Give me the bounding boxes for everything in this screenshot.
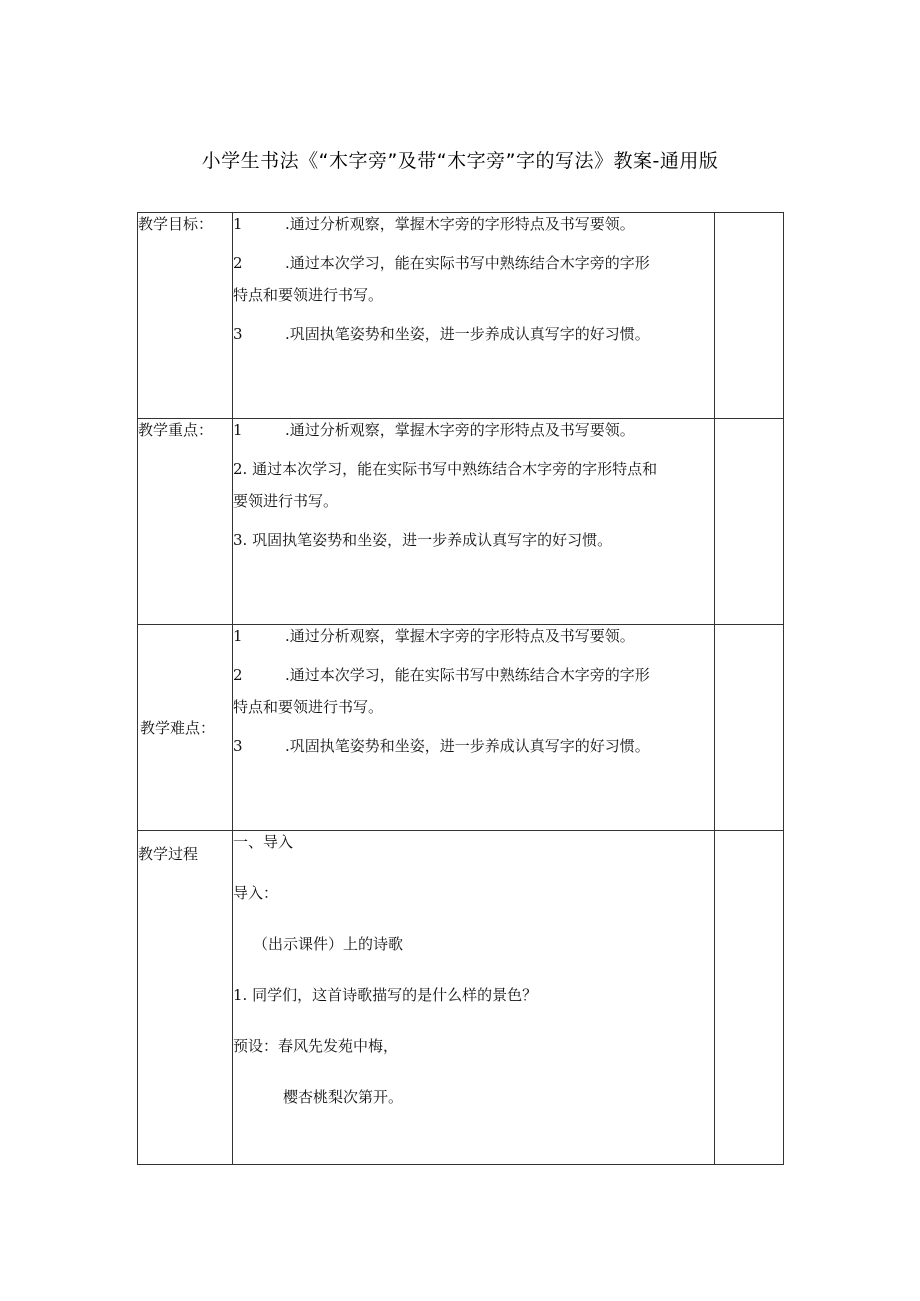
key-item-2-continued: 要领进行书写。	[233, 492, 339, 510]
process-line-section-heading: 一、导入	[233, 833, 294, 851]
process-line-poem: 樱杏桃梨次第开。	[283, 1088, 404, 1106]
key-item-1: 1 .通过分析观察，掌握木字旁的字形特点及书写要领。	[233, 421, 635, 439]
row-label-goals: 教学目标：	[138, 213, 233, 419]
lesson-plan-table	[137, 212, 784, 1165]
empty-notes-cell	[715, 419, 784, 625]
empty-notes-cell	[715, 831, 784, 1165]
process-line-question: 1. 同学们，这首诗歌描写的是什么样的景色？	[233, 986, 538, 1004]
row-label-process: 教学过程	[138, 831, 233, 1165]
difficulty-item-2-continued: 特点和要领进行书写。	[233, 698, 384, 716]
goals-content	[233, 213, 715, 419]
difficulty-item-3: 3 .巩固执笔姿势和坐姿，进一步养成认真写字的好习惯。	[233, 737, 650, 755]
difficulty-content	[233, 625, 715, 831]
difficulty-item-2: 2 .通过本次学习，能在实际书写中熟练结合木字旁的字形	[233, 666, 650, 684]
row-label-key: 教学重点：	[138, 419, 233, 625]
table-row-goals	[138, 213, 784, 419]
table-row-key	[138, 419, 784, 625]
empty-notes-cell	[715, 213, 784, 419]
key-item-3: 3. 巩固执笔姿势和坐姿，进一步养成认真写字的好习惯。	[233, 531, 613, 549]
row-label-difficulty: 教学难点：	[138, 625, 233, 831]
goal-item-1: 1 .通过分析观察，掌握木字旁的字形特点及书写要领。	[233, 215, 635, 233]
table-row-process	[138, 831, 784, 1165]
key-content	[233, 419, 715, 625]
empty-notes-cell	[715, 625, 784, 831]
key-item-2: 2. 通过本次学习，能在实际书写中熟练结合木字旁的字形特点和	[233, 460, 658, 478]
table-row-difficulty	[138, 625, 784, 831]
document-title: 小学生书法《“木字旁”及带“木字旁”字的写法》教案-通用版	[201, 150, 719, 172]
process-content	[233, 831, 715, 1165]
difficulty-item-1: 1 .通过分析观察，掌握木字旁的字形特点及书写要领。	[233, 627, 635, 645]
goal-item-2-continued: 特点和要领进行书写。	[233, 286, 384, 304]
process-line-courseware: （出示课件）上的诗歌	[253, 935, 404, 953]
goal-item-3: 3 .巩固执笔姿势和坐姿，进一步养成认真写字的好习惯。	[233, 325, 650, 343]
goal-item-2: 2 .通过本次学习，能在实际书写中熟练结合木字旁的字形	[233, 254, 650, 272]
process-line-preset: 预设：春风先发苑中梅，	[233, 1037, 399, 1055]
process-line-intro: 导入：	[233, 884, 279, 902]
